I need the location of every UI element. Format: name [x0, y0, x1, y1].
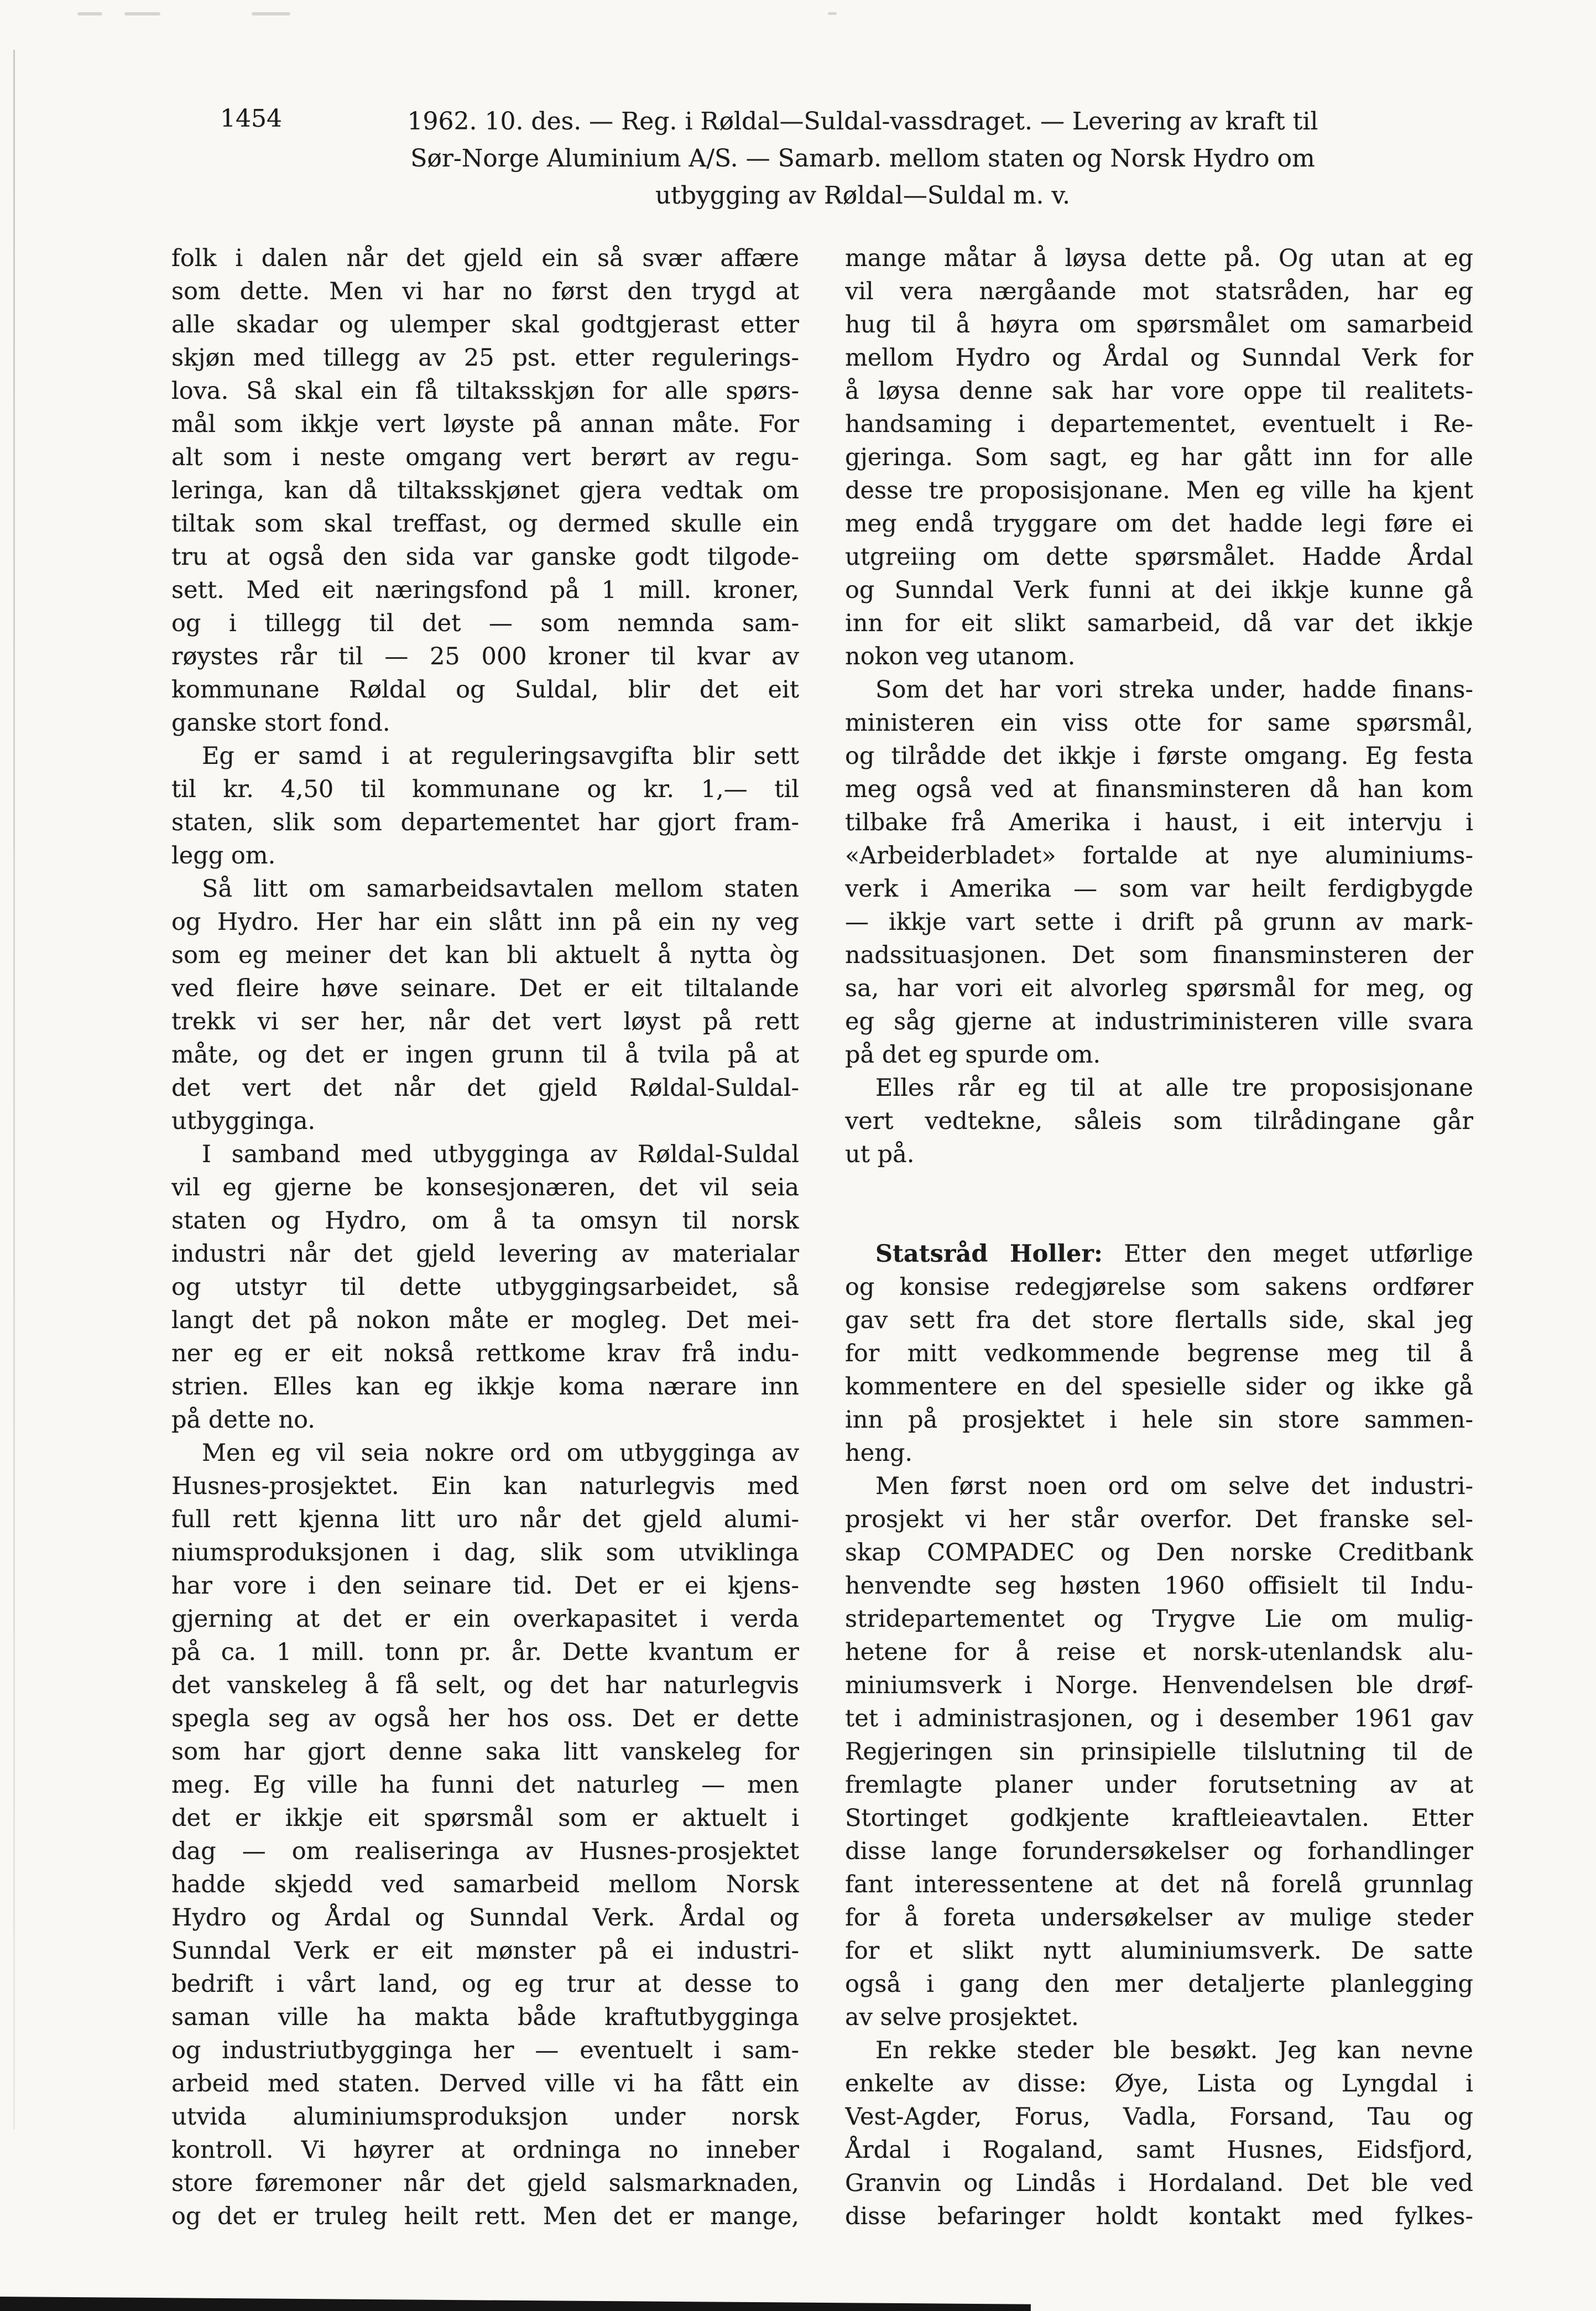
- text-line: folk i dalen når det gjeld ein så svær affære: [171, 244, 799, 272]
- page-number: 1454: [220, 105, 282, 133]
- paragraph: [845, 673, 1473, 1071]
- text-line: meg også ved at finansminsteren då han kom: [845, 775, 1473, 803]
- scan-top-artifact: [124, 12, 160, 15]
- header-line: utbygging av Røldal—Suldal m. v.: [655, 181, 1071, 210]
- text-line: kommentere en del spesielle sider og ikke gå: [845, 1373, 1473, 1401]
- text-line: fant interessentene at det nå forelå grunnlag: [845, 1871, 1473, 1898]
- text-line: og konsise redegjørelse som sakens ordfører: [845, 1273, 1473, 1301]
- text-line: tru at også den sida var ganske godt tilgode-: [171, 543, 799, 571]
- text-line: hetene for å reise et norsk-utenlandsk alu-: [845, 1638, 1473, 1666]
- text-line: nadssituasjonen. Det som finansminsteren der: [845, 941, 1473, 969]
- text-line: skap COMPADEC og Den norske Creditbank: [845, 1539, 1473, 1566]
- text-line: gjeringa. Som sagt, eg har gått inn for alle: [845, 444, 1473, 471]
- text-line: Granvin og Lindås i Hordaland. Det ble ved: [845, 2169, 1473, 2197]
- text-line: desse tre proposisjonane. Men eg ville ha kjent: [845, 477, 1473, 504]
- text-line: langt det på nokon måte er mogleg. Det mei-: [171, 1307, 799, 1334]
- text-column-left: [171, 242, 799, 2233]
- text-line: eg såg gjerne at industriministeren ville svara: [845, 1008, 1473, 1035]
- text-line: fremlagte planer under forutsetning av at: [845, 1771, 1473, 1799]
- text-line: spegla seg av også her hos oss. Det er dette: [171, 1705, 799, 1732]
- text-line: også i gang den mer detaljerte planlegging: [845, 1970, 1473, 1998]
- text-line: gav sett fra det store flertalls side, skal jeg: [845, 1307, 1473, 1334]
- text-line: inn for eit slikt samarbeid, då var det ikkje: [845, 610, 1473, 637]
- header-line: Sør-Norge Aluminium A/S. — Samarb. mellom staten og Norsk Hydro om: [410, 144, 1315, 173]
- text-line: enkelte av disse: Øye, Lista og Lyngdal i: [845, 2070, 1473, 2097]
- text-line: og i tillegg til det — som nemnda sam-: [171, 610, 799, 637]
- text-line: det er ikkje eit spørsmål som er aktuelt i: [171, 1804, 799, 1832]
- text-line: det vert det når det gjeld Røldal-Suldal-: [171, 1074, 799, 1102]
- scan-top-artifact: [828, 12, 837, 15]
- text-line: prosjekt vi her står overfor. Det franske sel-: [845, 1506, 1473, 1533]
- text-line: tiltak som skal treffast, og dermed skulle ein: [171, 510, 799, 538]
- paragraph: [845, 1237, 1473, 1470]
- text-line: mellom Hydro og Årdal og Sunndal Verk for: [845, 344, 1473, 372]
- text-line: gjerning at det er ein overkapasitet i verda: [171, 1605, 799, 1633]
- speaker-name: Statsråd Holler:: [875, 1240, 1103, 1268]
- paragraph: [845, 242, 1473, 673]
- text-line: Elles rår eg til at alle tre proposisjonane: [875, 1074, 1473, 1102]
- text-line: dag — om realiseringa av Husnes-prosjektet: [171, 1838, 799, 1865]
- text-line: handsaming i departementet, eventuelt i Re-: [845, 410, 1473, 438]
- text-line: inn på prosjektet i hele sin store sammen-: [845, 1406, 1473, 1434]
- text-line: har vore i den seinare tid. Det er ei kjens-: [171, 1572, 799, 1600]
- text-line: Men eg vil seia nokre ord om utbygginga av: [202, 1439, 799, 1467]
- text-line: Eg er samd i at reguleringsavgifta blir sett: [202, 742, 799, 770]
- text-line: verk i Amerika — som var heilt ferdigbygde: [845, 875, 1473, 903]
- text-line: og det er truleg heilt rett. Men det er mange,: [171, 2203, 799, 2230]
- text-line: utgreiing om dette spørsmålet. Hadde Årdal: [845, 543, 1473, 571]
- text-line: «Arbeiderbladet» fortalde at nye aluminiums-: [845, 842, 1473, 870]
- text-line: meg endå tryggare om det hadde legi føre ei: [845, 510, 1473, 538]
- text-line: vil vera nærgåande mot statsråden, har eg: [845, 278, 1473, 305]
- text-line: røystes rår til — 25 000 kroner til kvar av: [171, 643, 799, 670]
- text-line: heng.: [845, 1439, 913, 1467]
- text-line: og utstyr til dette utbyggingsarbeidet, så: [171, 1273, 799, 1301]
- text-line: henvendte seg høsten 1960 offisielt til Indu-: [845, 1572, 1473, 1600]
- text-line: legg om.: [171, 842, 276, 870]
- text-line: skjøn med tillegg av 25 pst. etter regulerings-: [171, 344, 799, 372]
- text-line: for mitt vedkommende begrense meg til å: [845, 1340, 1473, 1367]
- text-line: tilbake frå Amerika i haust, i eit intervju i: [845, 809, 1473, 836]
- text-line: som eg meiner det kan bli aktuelt å nytta òg: [171, 941, 799, 969]
- text-line: niumsproduksjonen i dag, slik som utviklinga: [171, 1539, 799, 1566]
- text-line: ut på.: [845, 1141, 915, 1168]
- header-line: 1962. 10. des. — Reg. i Røldal—Suldal-vassdraget. — Levering av kraft til: [407, 107, 1318, 136]
- text-line: vil eg gjerne be konsesjonæren, det vil seia: [171, 1174, 799, 1201]
- paragraph: [171, 872, 799, 1138]
- paragraph: [171, 1138, 799, 1436]
- text-line: Sunndal Verk er eit mønster på ei industri-: [171, 1937, 799, 1965]
- text-line: disse befaringer holdt kontakt med fylkes-: [845, 2203, 1473, 2230]
- text-line: mange måtar å løysa dette på. Og utan at eg: [845, 244, 1473, 272]
- text-line: — ikkje vart sette i drift på grunn av mark-: [845, 908, 1473, 936]
- text-line: vert vedtekne, såleis som tilrådingane går: [845, 1107, 1473, 1135]
- paragraph: [845, 2034, 1473, 2233]
- text-line: kontroll. Vi høyrer at ordninga no inneber: [171, 2136, 799, 2164]
- text-line: utvida aluminiumsproduksjon under norsk: [171, 2103, 799, 2131]
- text-line: Stortinget godkjente kraftleieavtalen. Etter: [845, 1804, 1473, 1832]
- text-line: Vest-Agder, Forus, Vadla, Forsand, Tau og: [845, 2103, 1473, 2131]
- scan-top-artifact: [77, 12, 102, 15]
- text-line: av selve prosjektet.: [845, 2003, 1079, 2031]
- text-line: industri når det gjeld levering av materialar: [171, 1240, 799, 1268]
- text-line: arbeid med staten. Derved ville vi ha fått ein: [171, 2070, 799, 2097]
- text-line: hug til å høyra om spørsmålet om samarbeid: [845, 311, 1473, 339]
- text-line: staten, slik som departementet har gjort fram-: [171, 809, 799, 836]
- text-line: ner eg er eit nokså rettkome krav frå indu-: [171, 1340, 799, 1367]
- text-line: alle skadar og ulemper skal godtgjerast etter: [171, 311, 799, 339]
- text-line: staten og Hydro, om å ta omsyn til norsk: [171, 1207, 799, 1235]
- text-line: nokon veg utanom.: [845, 643, 1076, 670]
- text-line: tet i administrasjonen, og i desember 1961 gav: [845, 1705, 1473, 1732]
- paragraph: [171, 242, 799, 740]
- text-line: bedrift i vårt land, og eg trur at desse to: [171, 1970, 799, 1998]
- text-line: alt som i neste omgang vert berørt av regu-: [171, 444, 799, 471]
- text-line: trekk vi ser her, når det vert løyst på rett: [171, 1008, 799, 1035]
- text-line: ganske stort fond.: [171, 709, 390, 737]
- text-line: på dette no.: [171, 1406, 315, 1434]
- text-line: Statsråd Holler: Etter den meget utførlige: [875, 1240, 1473, 1268]
- text-line: disse lange forundersøkelser og forhandlinger: [845, 1838, 1473, 1865]
- text-line: ved fleire høve seinare. Det er eit tiltalande: [171, 975, 799, 1002]
- text-line: utbygginga.: [171, 1107, 316, 1135]
- scan-page-edge-line: [13, 50, 15, 2130]
- text-line: som har gjort denne saka litt vanskeleg for: [171, 1738, 799, 1766]
- text-line: Husnes-prosjektet. Ein kan naturlegvis med: [171, 1472, 799, 1500]
- text-line: å løysa denne sak har vore oppe til realitets-: [845, 377, 1473, 405]
- text-line: måte, og det er ingen grunn til å tvila på at: [171, 1041, 799, 1069]
- text-line: til kr. 4,50 til kommunane og kr. 1,— til: [171, 775, 799, 803]
- scan-bottom-edge-artifact: [0, 2297, 1031, 2311]
- text-line: kommunane Røldal og Suldal, blir det eit: [171, 676, 799, 704]
- paragraph: [171, 740, 799, 872]
- text-line: store føremoner når det gjeld salsmarknaden,: [171, 2169, 799, 2197]
- running-header: [129, 103, 1596, 214]
- text-line: på ca. 1 mill. tonn pr. år. Dette kvantum er: [171, 1638, 799, 1666]
- text-line: på det eg spurde om.: [845, 1041, 1101, 1069]
- paragraph: [845, 1470, 1473, 2034]
- text-line: mål som ikkje vert løyste på annan måte. For: [171, 410, 799, 438]
- text-line: strien. Elles kan eg ikkje koma nærare inn: [171, 1373, 799, 1401]
- scan-top-artifact: [252, 12, 290, 15]
- text-line: I samband med utbygginga av Røldal-Suldal: [202, 1141, 799, 1168]
- text-line: og tilrådde det ikkje i første omgang. Eg festa: [845, 742, 1473, 770]
- text-line: sa, har vori eit alvorleg spørsmål for meg, og: [845, 975, 1473, 1002]
- text-line: meg. Eg ville ha funni det naturleg — men: [171, 1771, 799, 1799]
- text-line: stridepartementet og Trygve Lie om mulig-: [845, 1605, 1473, 1633]
- text-line: det vanskeleg å få selt, og det har naturlegvis: [171, 1672, 799, 1699]
- text-line: saman ville ha makta både kraftutbygginga: [171, 2003, 799, 2031]
- text-line: leringa, kan då tiltaksskjønet gjera vedtak om: [171, 477, 799, 504]
- paragraph: [171, 1436, 799, 2233]
- text-line: lova. Så skal ein få tiltaksskjøn for alle spørs-: [171, 377, 799, 405]
- text-line: Hydro og Årdal og Sunndal Verk. Årdal og: [171, 1904, 799, 1932]
- text-line: Regjeringen sin prinsipielle tilslutning til de: [845, 1738, 1473, 1766]
- text-column-right: [845, 242, 1473, 2233]
- text-line: Som det har vori streka under, hadde finans-: [875, 676, 1473, 704]
- text-line: Så litt om samarbeidsavtalen mellom staten: [202, 875, 799, 903]
- text-line: for et slikt nytt aluminiumsverk. De satte: [845, 1937, 1473, 1965]
- text-line: som dette. Men vi har no først den trygd at: [171, 278, 799, 305]
- text-line: hadde skjedd ved samarbeid mellom Norsk: [171, 1871, 799, 1898]
- text-line: og Sunndal Verk funni at dei ikkje kunne gå: [845, 576, 1473, 604]
- text-line: full rett kjenna litt uro når det gjeld alumi-: [171, 1506, 799, 1533]
- text-line: ministeren ein viss otte for same spørsmål,: [845, 709, 1473, 737]
- text-line: for å foreta undersøkelser av mulige steder: [845, 1904, 1473, 1932]
- text-line: Årdal i Rogaland, samt Husnes, Eidsfjord,: [845, 2136, 1473, 2164]
- paragraph: [845, 1071, 1473, 1171]
- text-line: og industriutbygginga her — eventuelt i sam-: [171, 2037, 799, 2064]
- text-line: miniumsverk i Norge. Henvendelsen ble drøf-: [845, 1672, 1473, 1699]
- text-line: En rekke steder ble besøkt. Jeg kan nevne: [875, 2037, 1473, 2064]
- text-line: og Hydro. Her har ein slått inn på ein ny veg: [171, 908, 799, 936]
- text-line: Men først noen ord om selve det industri-: [875, 1472, 1473, 1500]
- text-line: sett. Med eit næringsfond på 1 mill. kroner,: [171, 576, 799, 604]
